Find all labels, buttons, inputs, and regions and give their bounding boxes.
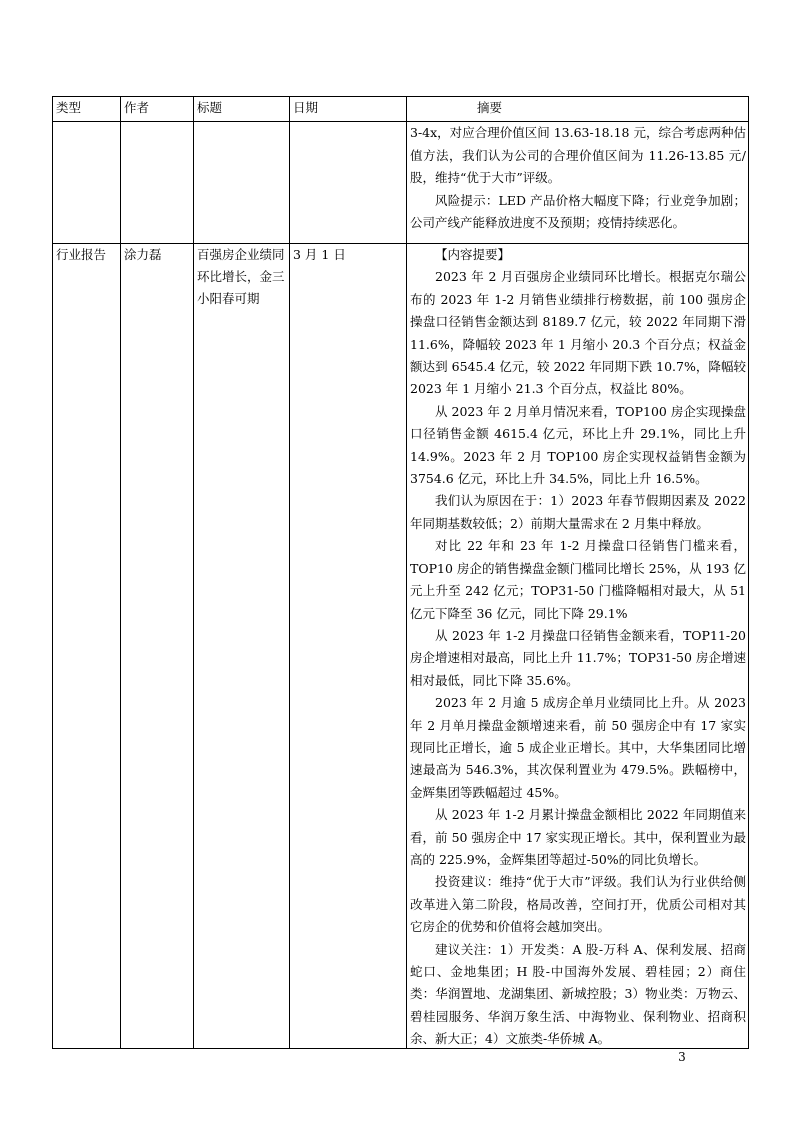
abstract-paragraph: 从 2023 年 2 月单月情况来看，TOP100 房企实现操盘口径销售金额 4615.4 亿元，环比上升 29.1%，同比上升 14.9%。2023 年 2 月 TOP100 房企实现权益销售金额为 3754.6 亿元，环比上升 34.5%，同比上升 16.5%。 <box>410 403 746 487</box>
cell-title <box>194 122 290 244</box>
cell-author: 涂力磊 <box>121 244 194 1049</box>
abstract-paragraph: 3-4x，对应合理价值区间 13.63-18.18 元，综合考虑两种估值方法，我们认为公司的合理价值区间为 11.26-13.85 元/ 股，维持“优于大市”评级。 <box>410 125 746 185</box>
abstract-paragraph: 我们认为原因在于：1）2023 年春节假期因素及 2022 年同期基数较低；2）前期大量需求在 2 月集中释放。 <box>410 493 746 531</box>
cell-date: 3 月 1 日 <box>290 244 407 1049</box>
abstract-paragraph: 对比 22 年和 23 年 1-2 月操盘口径销售门槛来看，TOP10 房企的销售操盘金额门槛同比增长 25%，从 193 亿元上升至 242 亿元；TOP31-50 门槛降幅相对最大，从 51 亿元下降至 36 亿元，同比下降 29.1% <box>410 538 746 621</box>
abstract-paragraph: 从 2023 年 1-2 月累计操盘金额相比 2022 年同期值来看，前 50 强房企中 17 家实现正增长。其中，保利置业为最高的 225.9%，金辉集团等超过-50%的同比负增长。 <box>410 807 746 867</box>
header-date: 日期 <box>290 97 407 122</box>
cell-type: 行业报告 <box>53 244 121 1049</box>
header-author: 作者 <box>121 97 194 122</box>
header-title: 标题 <box>194 97 290 122</box>
cell-date <box>290 122 407 244</box>
abstract-paragraph: 风险提示：LED 产品价格大幅度下降；行业竞争加剧；公司产线产能释放进度不及预期；疫情持续恶化。 <box>410 192 746 230</box>
cell-type <box>53 122 121 244</box>
page-number: 3 <box>678 1050 686 1064</box>
table-row <box>53 244 749 1049</box>
cell-author <box>121 122 194 244</box>
header-abstract: 摘要 <box>407 97 749 122</box>
abstract-paragraph: 建议关注：1）开发类：A 股-万科 A、保利发展、招商蛇口、金地集团；H 股-中国海外发展、碧桂园；2）商住类：华润置地、龙湖集团、新城控股；3）物业类：万物云、碧桂园服务、华润万象生活、中海物业、保利物业、招商积余、新大正；4）文旅类-华侨城 A。 <box>410 941 746 1047</box>
cell-abstract <box>407 244 749 1049</box>
abstract-paragraph: 投资建议：维持“优于大市”评级。我们认为行业供给侧改革进入第二阶段，格局改善，空间打开，优质公司相对其它房企的优势和价值将会越加突出。 <box>410 874 746 935</box>
abstract-paragraph: 2023 年 2 月百强房企业绩同环比增长。根据克尔瑞公布的 2023 年 1-2 月销售业绩排行榜数据，前 100 强房企操盘口径销售金额达到 8189.7 亿元，较 2022 年同期下滑 11.6%，降幅较 2023 年 1 月缩小 20.3 个百分点；权益金额达到 6545.4 亿元，较 2022 年同期下跌 10.7%，降幅较 2023 年 1 月缩小 21.3 个百分点，权益比 80%。 <box>410 269 746 397</box>
report-table <box>52 96 749 1049</box>
cell-title: 百强房企业绩同环比增长，金三小阳春可期 <box>194 244 290 1049</box>
abstract-paragraph: 从 2023 年 1-2 月操盘口径销售金额来看，TOP11-20 房企增速相对最高，同比上升 11.7%；TOP31-50 房企增速相对最低，同比下降 35.6%。 <box>410 627 746 688</box>
header-type: 类型 <box>53 97 121 122</box>
header-row <box>53 97 749 122</box>
table-row <box>53 122 749 244</box>
abstract-content <box>410 244 746 1048</box>
cell-abstract <box>407 122 749 244</box>
abstract-paragraph: 【内容提要】 <box>435 247 511 262</box>
abstract-paragraph: 2023 年 2 月逾 5 成房企单月业绩同比上升。从 2023 年 2 月单月操盘金额增速来看，前 50 强房企中有 17 家实现同比正增长，逾 5 成企业正增长。其中，大华集团同比增速最高为 546.3%，其次保利置业为 479.5%。跌幅榜中，金辉集团等跌幅超过 45%。 <box>410 695 746 800</box>
